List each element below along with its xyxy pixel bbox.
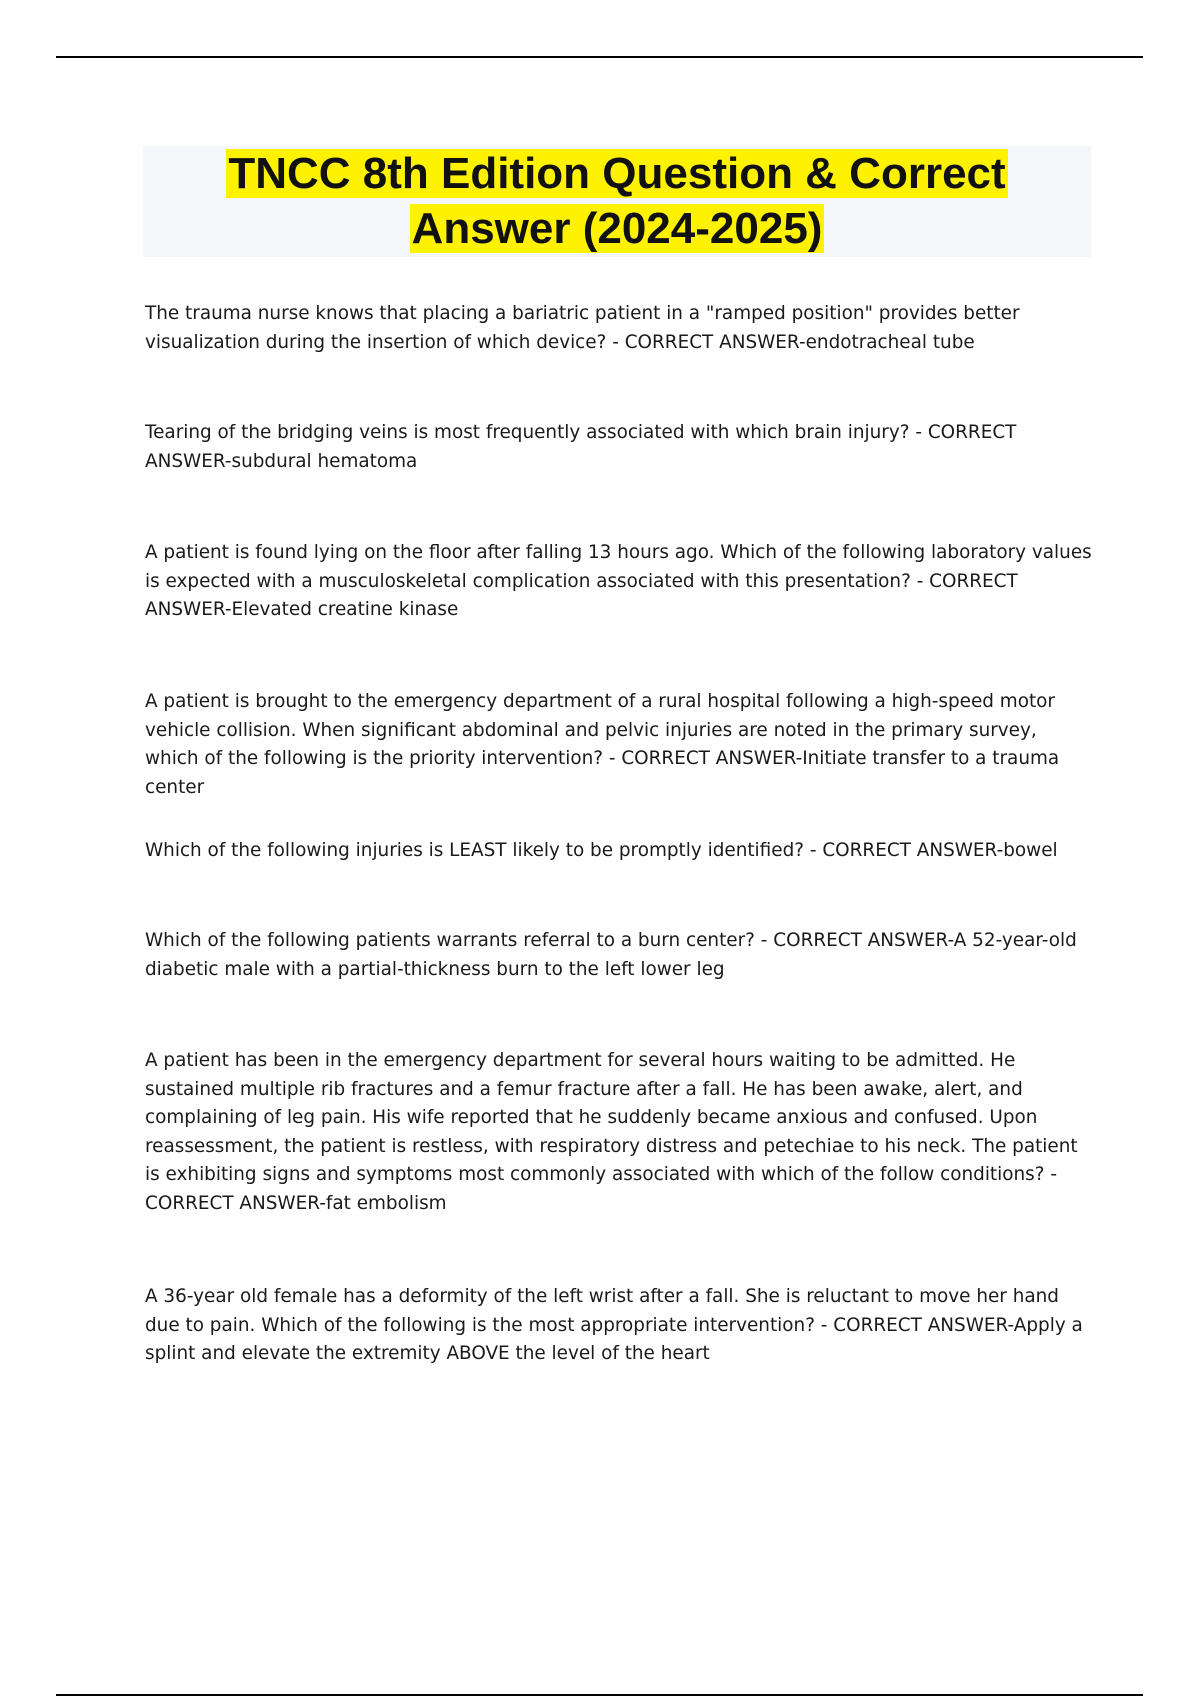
qa-item-3: A patient is found lying on the floor after falling 13 hours ago. Which of the following laboratory values is expected with a musculoskeletal complication associated with this presentation? - CORRECT ANSWER-Elevated creatine kinase bbox=[145, 542, 1092, 621]
title-line-1-text: TNCC 8th Edition Question & Correct bbox=[228, 149, 1006, 198]
title-block bbox=[143, 146, 1091, 257]
title-line-2-text: Answer (2024-2025) bbox=[411, 204, 823, 253]
qa-item-1: The trauma nurse knows that placing a bariatric patient in a "ramped position" provides better visualization during the insertion of which device? - CORRECT ANSWER-endotracheal tube bbox=[145, 303, 1020, 353]
footer-rule bbox=[56, 1694, 1143, 1696]
title-line-2 bbox=[143, 201, 1091, 256]
qa-item-5: Which of the following injuries is LEAST likely to be promptly identified? - CORRECT ANSWER-bowel bbox=[145, 840, 1058, 861]
qa-item-8: A 36-year old female has a deformity of the left wrist after a fall. She is reluctant to move her hand due to pain. Which of the following is the most appropriate intervention? - CORRECT ANSWER-Apply a splint and elevate the extremity ABOVE the level of the heart bbox=[145, 1286, 1083, 1365]
header-rule bbox=[56, 56, 1143, 58]
title-line-1 bbox=[143, 146, 1091, 201]
qa-item-7: A patient has been in the emergency department for several hours waiting to be admitted. He sustained multiple rib fractures and a femur fracture after a fall. He has been awake, alert, and complaining of leg pain. His wife reported that he suddenly became anxious and confused. Upon reassessment, the patient is restless, with respiratory distress and petechiae to his neck. The patient is exhibiting signs and symptoms most commonly associated with which of the follow conditions? - CORRECT ANSWER-fat embolism bbox=[145, 1050, 1078, 1214]
qa-item-4: A patient is brought to the emergency department of a rural hospital following a high-speed motor vehicle collision. When significant abdominal and pelvic injuries are noted in the primary survey, which of the following is the priority intervention? - CORRECT ANSWER-Initiate transfer to a trauma center bbox=[145, 691, 1060, 798]
qa-item-2: Tearing of the bridging veins is most frequently associated with which brain injury? - CORRECT ANSWER-subdural hematoma bbox=[145, 422, 1017, 472]
qa-item-6: Which of the following patients warrants referral to a burn center? - CORRECT ANSWER-A 52-year-old diabetic male with a partial-thickness burn to the left lower leg bbox=[145, 930, 1077, 980]
